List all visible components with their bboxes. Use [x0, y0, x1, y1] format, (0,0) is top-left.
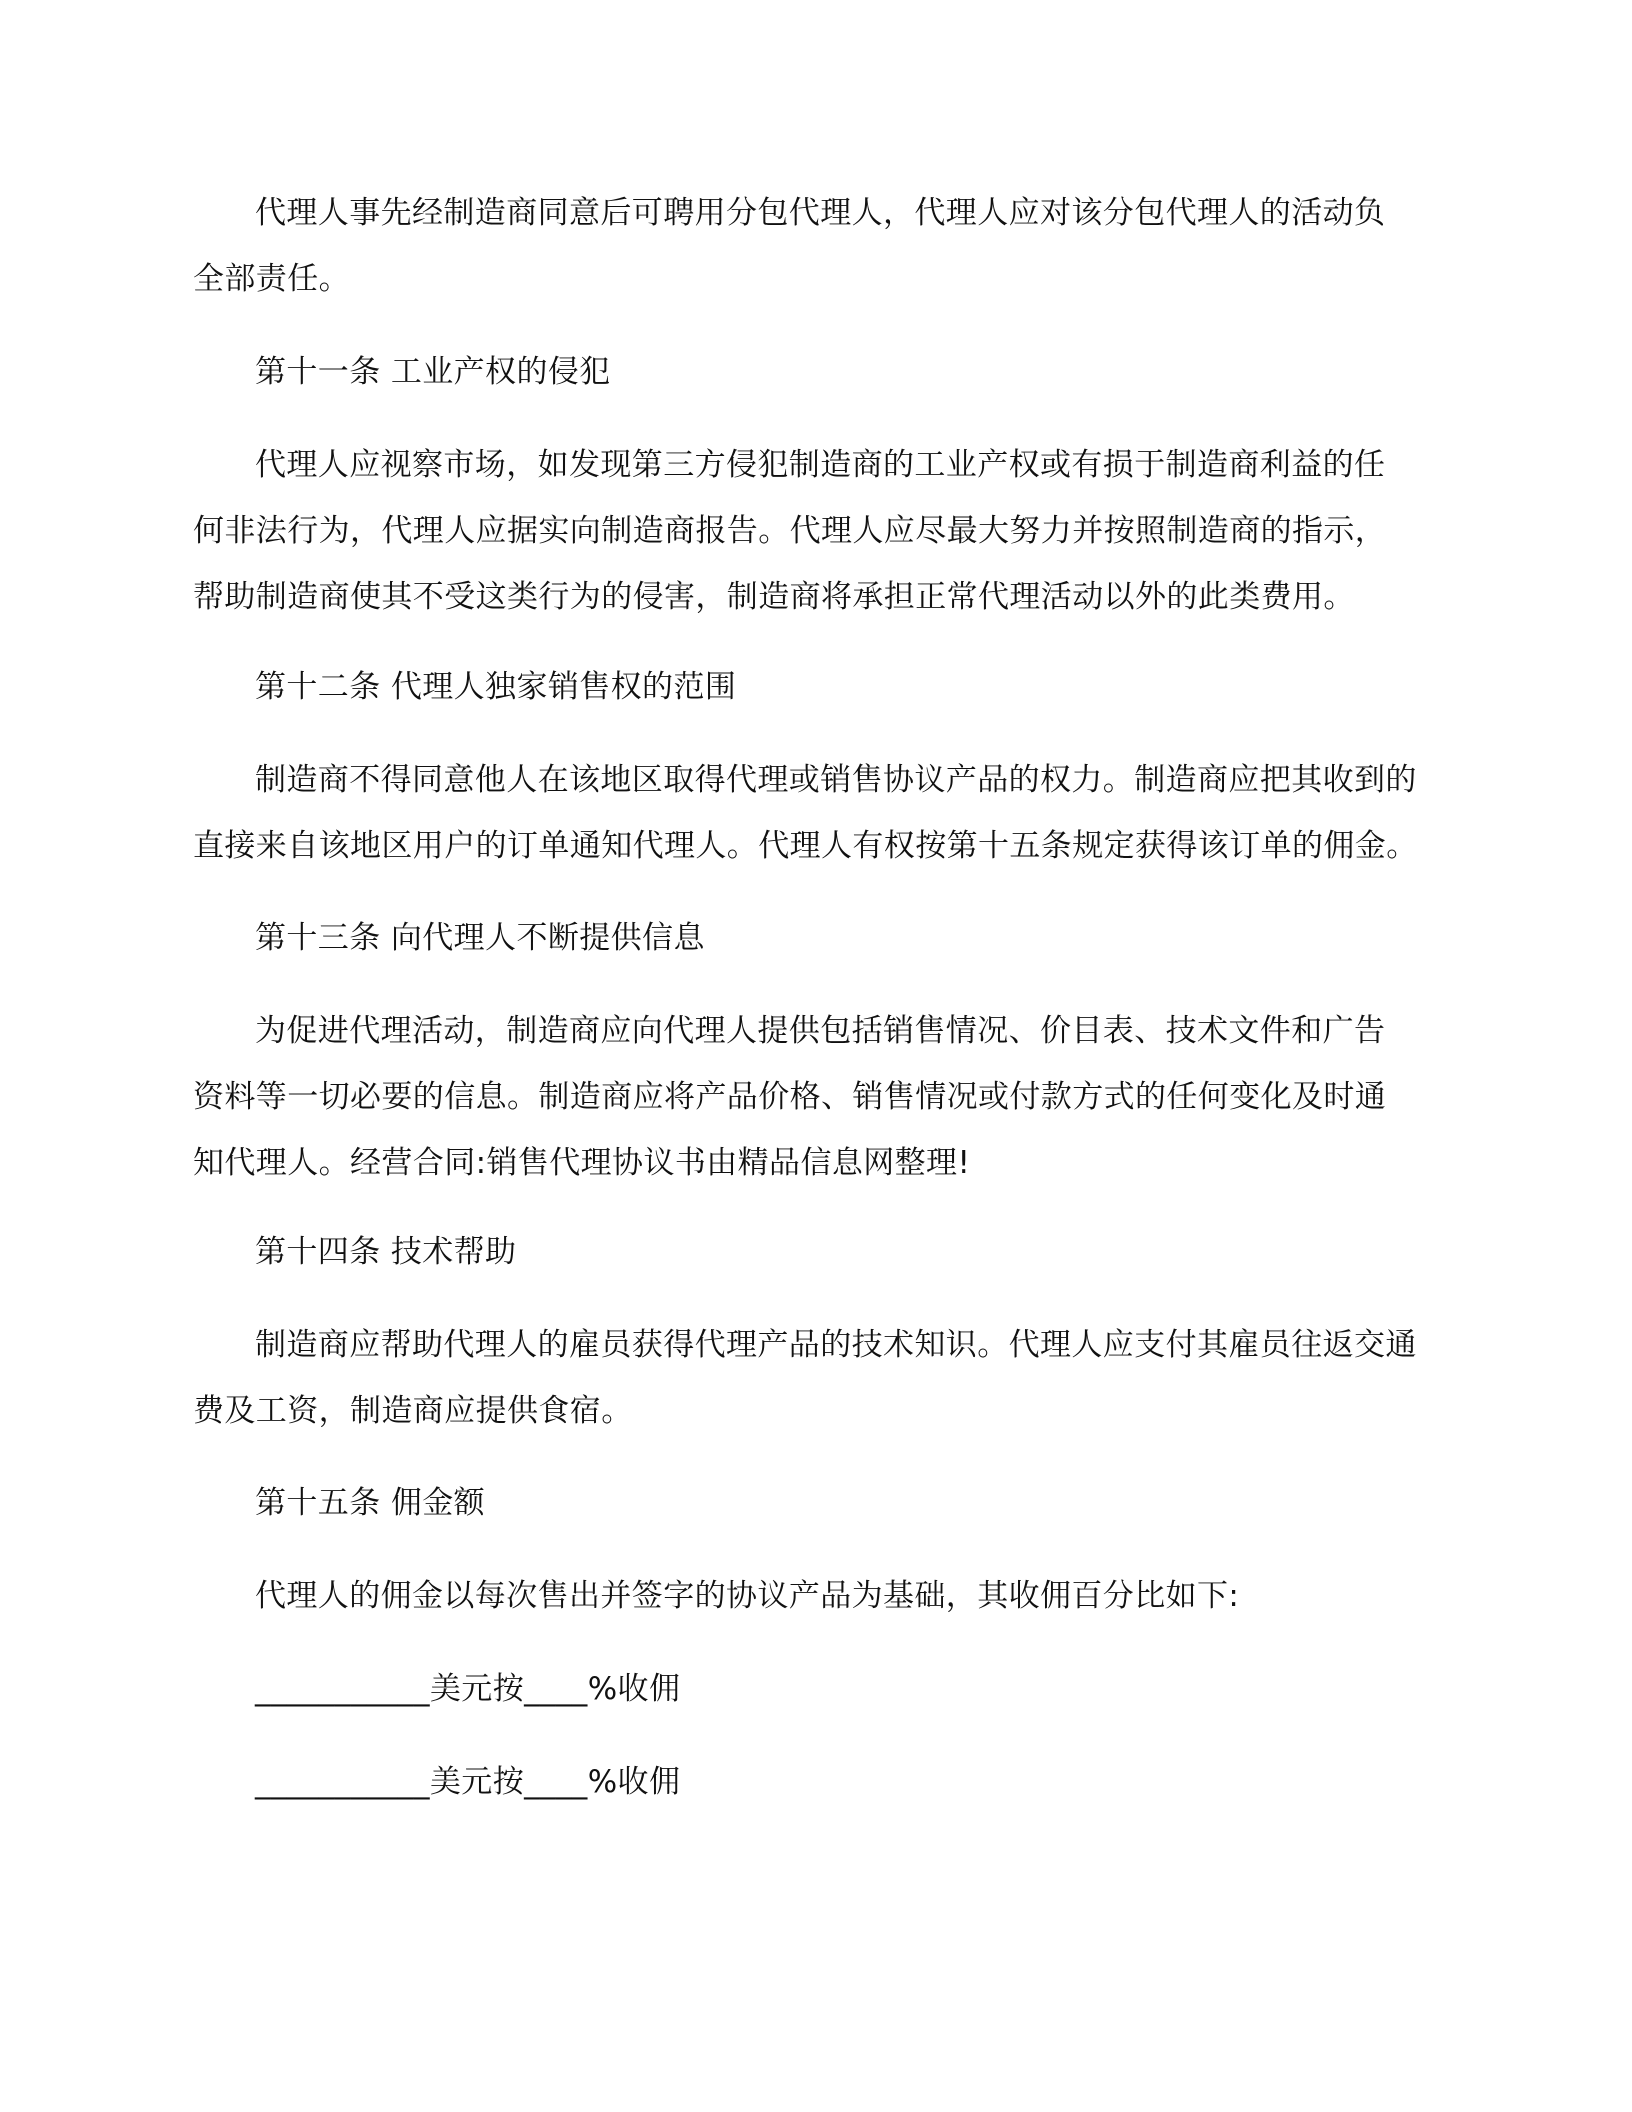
text-line: 直接来自该地区用户的订单通知代理人。代理人有权按第十五条规定获得该订单的佣金。: [193, 828, 1418, 864]
paragraph-article-15: [193, 1563, 1438, 1629]
text-line: 代理人的佣金以每次售出并签字的协议产品为基础，其收佣百分比如下:: [255, 1578, 1240, 1614]
text-line: 制造商应帮助代理人的雇员获得代理产品的技术知识。代理人应支付其雇员往返交通: [255, 1327, 1417, 1363]
paragraph-subagent: [193, 180, 1438, 312]
heading-article-15: [193, 1470, 1438, 1536]
commission-rate-line: [193, 1656, 1438, 1722]
text-line: ___________美元按____%收佣: [255, 1764, 681, 1800]
text-line: 帮助制造商使其不受这类行为的侵害，制造商将承担正常代理活动以外的此类费用。: [193, 579, 1355, 615]
text-line: 何非法行为，代理人应据实向制造商报告。代理人应尽最大努力并按照制造商的指示，: [193, 513, 1387, 549]
text-line: 全部责任。: [193, 261, 350, 297]
text-line: 资料等一切必要的信息。制造商应将产品价格、销售情况或付款方式的任何变化及时通: [193, 1079, 1387, 1115]
section-heading: 第十一条 工业产权的侵犯: [255, 354, 611, 390]
paragraph-article-13: [193, 998, 1438, 1196]
text-line: 为促进代理活动，制造商应向代理人提供包括销售情况、价目表、技术文件和广告: [255, 1013, 1386, 1049]
paragraph-article-12: [193, 747, 1438, 879]
text-line: 费及工资，制造商应提供食宿。: [193, 1393, 633, 1429]
section-heading: 第十四条 技术帮助: [255, 1234, 517, 1270]
commission-rate-line: [193, 1749, 1438, 1815]
text-line: 代理人事先经制造商同意后可聘用分包代理人，代理人应对该分包代理人的活动负: [255, 195, 1386, 231]
heading-article-11: [193, 339, 1438, 405]
paragraph-article-11: [193, 432, 1438, 630]
text-line: ___________美元按____%收佣: [255, 1671, 681, 1707]
section-heading: 第十二条 代理人独家销售权的范围: [255, 669, 737, 705]
heading-article-12: [193, 654, 1438, 720]
section-heading: 第十三条 向代理人不断提供信息: [255, 920, 705, 956]
heading-article-14: [193, 1219, 1438, 1285]
section-heading: 第十五条 佣金额: [255, 1485, 486, 1521]
paragraph-article-14: [193, 1312, 1438, 1444]
text-line: 代理人应视察市场，如发现第三方侵犯制造商的工业产权或有损于制造商利益的任: [255, 447, 1386, 483]
text-line: 制造商不得同意他人在该地区取得代理或销售协议产品的权力。制造商应把其收到的: [255, 762, 1417, 798]
text-line: 知代理人。经营合同:销售代理协议书由精品信息网整理!: [193, 1145, 971, 1181]
heading-article-13: [193, 905, 1438, 971]
